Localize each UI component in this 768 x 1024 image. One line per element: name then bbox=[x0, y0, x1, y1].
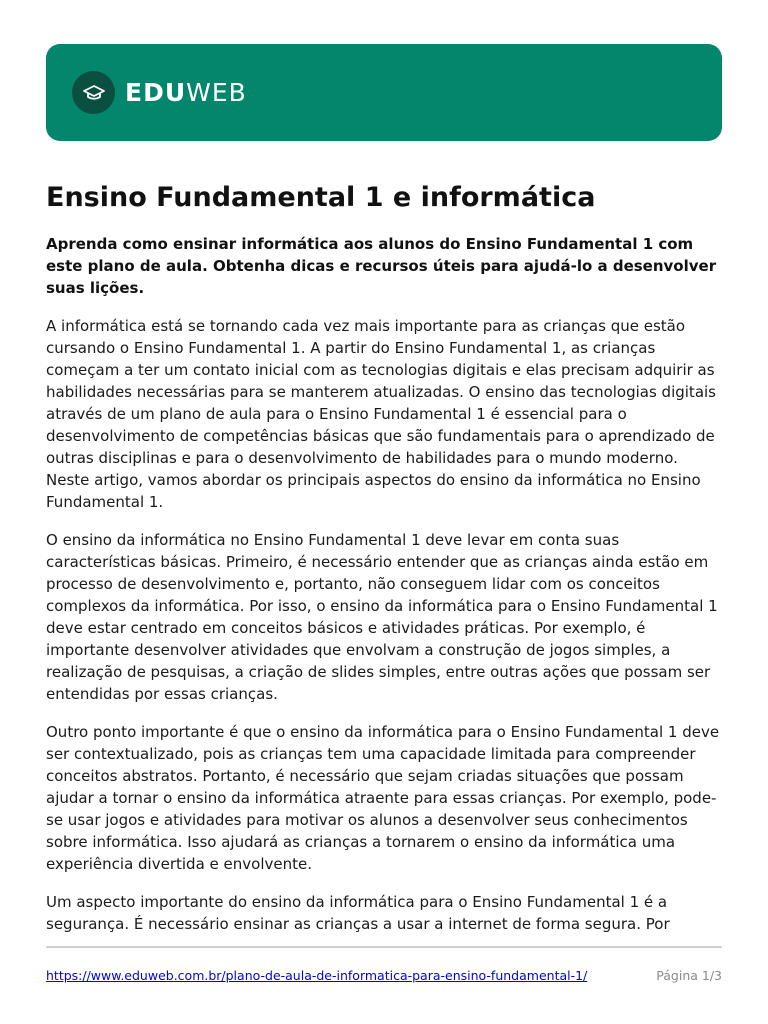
eduweb-logo[interactable] bbox=[72, 71, 247, 114]
article bbox=[46, 178, 722, 935]
footer-source-link[interactable]: https://www.eduweb.com.br/plano-de-aula-de-informatica-para-ensino-fundamental-1/ bbox=[46, 968, 588, 983]
logo-wordmark-light: WEB bbox=[186, 78, 247, 107]
article-paragraph: A informática está se tornando cada vez mais importante para as crianças que estão cursando o Ensino Fundamental 1. A partir do Ensino Fundamental 1, as crianças começam a ter um contato inicial com as tecnologias digitais e elas precisam adquirir as habilidades necessárias para se manterem atualizadas. O ensino das tecnologias digitais através de um plano de aula para o Ensino Fundamental 1 é essencial para o desenvolvimento de competências básicas que são fundamentais para o aprendizado de outras disciplinas e para o desenvolvimento de habilidades para o mundo moderno. Neste artigo, vamos abordar os principais aspectos do ensino da informática no Ensino Fundamental 1. bbox=[46, 317, 716, 511]
article-lead: Aprenda como ensinar informática aos alunos do Ensino Fundamental 1 com este plano de aula. Obtenha dicas e recursos úteis para ajudá-lo a desenvolver suas lições. bbox=[46, 235, 717, 297]
header-banner bbox=[46, 44, 722, 141]
article-paragraph: O ensino da informática no Ensino Fundamental 1 deve levar em conta suas características básicas. Primeiro, é necessário entender que as crianças ainda estão em processo de desenvolvimento e, portanto, não conseguem lidar com os conceitos complexos da informática. Por isso, o ensino da informática para o Ensino Fundamental 1 deve estar centrado em conceitos básicos e atividades práticas. Por exemplo, é importante desenvolver atividades que envolvam a construção de jogos simples, a realização de pesquisas, a criação de slides simples, entre outras ações que possam ser entendidas por essas crianças. bbox=[46, 531, 718, 703]
article-paragraph: Um aspecto importante do ensino da informática para o Ensino Fundamental 1 é a segurança. É necessário ensinar as crianças a usar a internet de forma segura. Por bbox=[46, 893, 670, 933]
footer-divider bbox=[46, 946, 722, 948]
article-title: Ensino Fundamental 1 e informática bbox=[46, 182, 596, 213]
page-number: Página 1/3 bbox=[656, 968, 722, 983]
logo-wordmark-strong: EDU bbox=[125, 78, 187, 107]
logo-wordmark bbox=[125, 71, 247, 114]
article-paragraph: Outro ponto importante é que o ensino da informática para o Ensino Fundamental 1 deve ser contextualizado, pois as crianças tem uma capacidade limitada para compreender conceitos abstratos. Portanto, é necessário que sejam criadas situações que possam ajudar a tornar o ensino da informática atraente para essas crianças. Por exemplo, pode-se usar jogos e atividades para motivar os alunos a desenvolver seus conhecimentos sobre informática. Isso ajudará as crianças a tornarem o ensino da informática uma experiência divertida e envolvente. bbox=[46, 723, 720, 873]
graduation-cap-icon bbox=[72, 71, 115, 114]
